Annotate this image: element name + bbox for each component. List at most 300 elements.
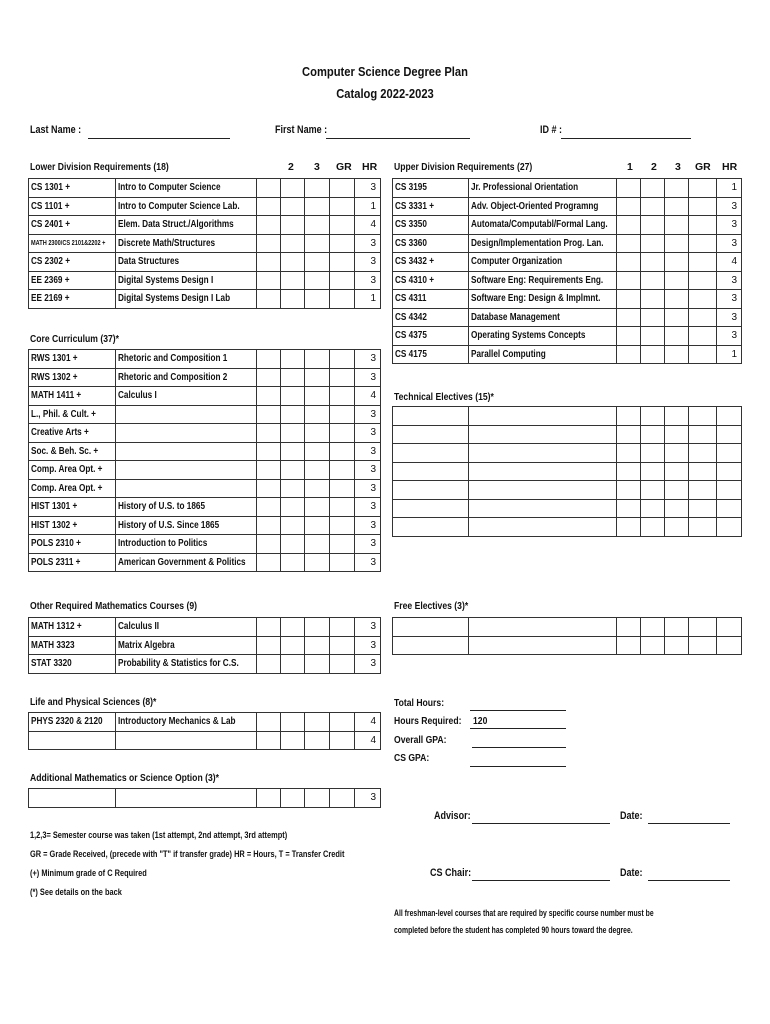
- cs-chair-signature-field[interactable]: [472, 880, 610, 881]
- attempt-3-cell[interactable]: [305, 479, 329, 498]
- grade-cell[interactable]: [688, 462, 716, 481]
- grade-cell[interactable]: [329, 424, 355, 443]
- advisor-date-field[interactable]: [648, 823, 730, 824]
- grade-cell[interactable]: [329, 405, 355, 424]
- hours-cell: 4: [716, 253, 741, 272]
- course-code-cell: RWS 1302 +: [29, 368, 116, 387]
- attempt-1-cell[interactable]: [256, 350, 280, 369]
- attempt-3-cell[interactable]: [305, 368, 329, 387]
- course-code-cell: EE 2169 +: [29, 290, 116, 309]
- course-row: [29, 271, 381, 290]
- course-row: [29, 655, 381, 674]
- attempt-1-cell[interactable]: [256, 405, 280, 424]
- attempt-3-cell[interactable]: [664, 271, 688, 290]
- course-row: [393, 481, 742, 500]
- grade-cell[interactable]: [688, 499, 716, 518]
- attempt-1-cell[interactable]: [256, 655, 280, 674]
- course-code-cell[interactable]: [393, 407, 469, 426]
- attempt-3-cell[interactable]: [305, 253, 329, 272]
- col-header-3: 3: [314, 161, 320, 173]
- course-title-cell: History of U.S. to 1865: [115, 498, 256, 517]
- attempt-1-cell[interactable]: [256, 713, 280, 732]
- grade-cell[interactable]: [329, 197, 355, 216]
- course-code-cell: CS 1101 +: [29, 197, 116, 216]
- grade-cell[interactable]: [688, 636, 716, 655]
- attempt-2-cell[interactable]: [640, 462, 664, 481]
- course-row: [393, 618, 742, 637]
- course-row: [393, 499, 742, 518]
- attempt-1-cell[interactable]: [256, 197, 280, 216]
- cs-gpa-field[interactable]: [470, 766, 566, 767]
- attempt-2-cell[interactable]: [281, 479, 305, 498]
- attempt-3-cell[interactable]: [305, 636, 329, 655]
- course-code-cell: RWS 1301 +: [29, 350, 116, 369]
- attempt-3-cell[interactable]: [664, 636, 688, 655]
- attempt-3-cell[interactable]: [664, 444, 688, 463]
- course-code-cell: L., Phil. & Cult. +: [29, 405, 116, 424]
- attempt-1-cell[interactable]: [256, 368, 280, 387]
- hours-cell: 3: [716, 271, 741, 290]
- course-code-cell: CS 4311: [393, 290, 469, 309]
- attempt-3-cell[interactable]: [305, 713, 329, 732]
- grade-cell[interactable]: [688, 290, 716, 309]
- attempt-3-cell[interactable]: [305, 179, 329, 198]
- attempt-2-cell[interactable]: [281, 618, 305, 637]
- attempt-1-cell[interactable]: [256, 461, 280, 480]
- id-field[interactable]: [561, 138, 691, 139]
- hours-cell: 3: [716, 327, 741, 346]
- course-code-cell: CS 2401 +: [29, 216, 116, 235]
- grade-cell[interactable]: [329, 350, 355, 369]
- attempt-3-cell[interactable]: [305, 405, 329, 424]
- grade-cell[interactable]: [688, 425, 716, 444]
- attempt-1-cell[interactable]: [616, 345, 640, 364]
- grade-cell[interactable]: [329, 535, 355, 554]
- course-title-cell: Data Structures: [115, 253, 256, 272]
- course-row: [29, 216, 381, 235]
- course-title-cell[interactable]: [115, 461, 256, 480]
- course-row: [29, 179, 381, 198]
- hours-cell: 3: [355, 271, 381, 290]
- grade-cell[interactable]: [688, 518, 716, 537]
- attempt-2-cell[interactable]: [281, 553, 305, 572]
- course-title-cell: Discrete Math/Structures: [115, 234, 256, 253]
- attempt-3-cell[interactable]: [664, 481, 688, 500]
- course-code-cell: POLS 2310 +: [29, 535, 116, 554]
- grade-cell[interactable]: [329, 234, 355, 253]
- attempt-2-cell[interactable]: [640, 345, 664, 364]
- attempt-1-cell[interactable]: [616, 327, 640, 346]
- attempt-1-cell[interactable]: [256, 535, 280, 554]
- col-header-2: 2: [288, 161, 294, 173]
- attempt-2-cell[interactable]: [640, 444, 664, 463]
- hours-cell: [716, 462, 741, 481]
- course-code-cell[interactable]: [393, 444, 469, 463]
- course-row: [393, 327, 742, 346]
- attempt-1-cell[interactable]: [256, 442, 280, 461]
- attempt-1-cell[interactable]: [256, 516, 280, 535]
- attempt-2-cell[interactable]: [281, 179, 305, 198]
- grade-cell[interactable]: [329, 618, 355, 637]
- course-code-cell[interactable]: [393, 425, 469, 444]
- attempt-3-cell[interactable]: [664, 618, 688, 637]
- attempt-3-cell[interactable]: [305, 498, 329, 517]
- attempt-2-cell[interactable]: [640, 481, 664, 500]
- attempt-2-cell[interactable]: [281, 731, 305, 750]
- hours-cell: 4: [355, 387, 381, 406]
- course-title-cell[interactable]: [469, 481, 616, 500]
- hours-cell: 3: [355, 234, 381, 253]
- course-title-cell[interactable]: [469, 462, 616, 481]
- grade-cell[interactable]: [688, 407, 716, 426]
- attempt-1-cell[interactable]: [256, 618, 280, 637]
- grade-cell[interactable]: [688, 618, 716, 637]
- course-code-cell[interactable]: [393, 518, 469, 537]
- attempt-2-cell[interactable]: [281, 424, 305, 443]
- attempt-3-cell[interactable]: [664, 499, 688, 518]
- attempt-2-cell[interactable]: [281, 234, 305, 253]
- attempt-1-cell[interactable]: [616, 271, 640, 290]
- course-code-cell[interactable]: [393, 618, 469, 637]
- attempt-2-cell[interactable]: [640, 216, 664, 235]
- attempt-1-cell[interactable]: [256, 731, 280, 750]
- course-code-cell: STAT 3320: [29, 655, 116, 674]
- hours-cell: 3: [716, 308, 741, 327]
- course-title-cell: Introduction to Politics: [115, 535, 256, 554]
- grade-cell[interactable]: [688, 444, 716, 463]
- grade-cell[interactable]: [329, 461, 355, 480]
- course-title-cell[interactable]: [115, 442, 256, 461]
- course-code-cell[interactable]: [29, 731, 116, 750]
- course-title-cell: Database Management: [469, 308, 616, 327]
- attempt-3-cell[interactable]: [664, 216, 688, 235]
- course-title-cell: Intro to Computer Science Lab.: [115, 197, 256, 216]
- grade-cell[interactable]: [688, 179, 716, 198]
- attempt-1-cell[interactable]: [256, 636, 280, 655]
- course-title-cell: Calculus II: [115, 618, 256, 637]
- attempt-2-cell[interactable]: [281, 655, 305, 674]
- attempt-3-cell[interactable]: [305, 197, 329, 216]
- course-row: [29, 234, 381, 253]
- attempt-1-cell[interactable]: [256, 553, 280, 572]
- grade-cell[interactable]: [329, 271, 355, 290]
- overall-gpa-field[interactable]: [472, 747, 566, 748]
- course-code-cell: CS 2302 +: [29, 253, 116, 272]
- grade-cell[interactable]: [329, 498, 355, 517]
- attempt-3-cell[interactable]: [664, 425, 688, 444]
- attempt-2-cell[interactable]: [281, 197, 305, 216]
- course-title-cell[interactable]: [115, 789, 256, 808]
- attempt-1-cell[interactable]: [256, 290, 280, 309]
- chair-date-field[interactable]: [648, 880, 730, 881]
- hours-cell: 3: [716, 197, 741, 216]
- hours-cell: [716, 481, 741, 500]
- attempt-1-cell[interactable]: [616, 618, 640, 637]
- course-row: [393, 444, 742, 463]
- grade-cell[interactable]: [688, 345, 716, 364]
- grade-cell[interactable]: [329, 655, 355, 674]
- attempt-2-cell[interactable]: [281, 461, 305, 480]
- attempt-3-cell[interactable]: [305, 234, 329, 253]
- course-title-cell[interactable]: [469, 425, 616, 444]
- attempt-1-cell[interactable]: [256, 216, 280, 235]
- attempt-3-cell[interactable]: [305, 290, 329, 309]
- course-row: [29, 731, 381, 750]
- course-title-cell: Matrix Algebra: [115, 636, 256, 655]
- attempt-1-cell[interactable]: [616, 518, 640, 537]
- attempt-1-cell[interactable]: [256, 179, 280, 198]
- attempt-1-cell[interactable]: [616, 197, 640, 216]
- total-hours-field[interactable]: [470, 710, 566, 711]
- attempt-1-cell[interactable]: [256, 424, 280, 443]
- hours-cell: 3: [355, 553, 381, 572]
- attempt-3-cell[interactable]: [305, 442, 329, 461]
- course-code-cell: CS 3331 +: [393, 197, 469, 216]
- attempt-2-cell[interactable]: [281, 368, 305, 387]
- attempt-3-cell[interactable]: [664, 407, 688, 426]
- attempt-1-cell[interactable]: [616, 462, 640, 481]
- grade-cell[interactable]: [329, 731, 355, 750]
- attempt-2-cell[interactable]: [640, 327, 664, 346]
- grade-cell[interactable]: [688, 327, 716, 346]
- attempt-1-cell[interactable]: [616, 308, 640, 327]
- attempt-2-cell[interactable]: [640, 407, 664, 426]
- attempt-2-cell[interactable]: [281, 713, 305, 732]
- advisor-signature-field[interactable]: [472, 823, 610, 824]
- attempt-2-cell[interactable]: [640, 179, 664, 198]
- course-code-cell: CS 4175: [393, 345, 469, 364]
- attempt-3-cell[interactable]: [305, 731, 329, 750]
- course-code-cell[interactable]: [393, 481, 469, 500]
- course-code-cell[interactable]: [393, 499, 469, 518]
- course-row: [393, 234, 742, 253]
- additional-math-heading: Additional Mathematics or Science Option (3)*: [30, 772, 219, 784]
- course-code-cell[interactable]: [393, 462, 469, 481]
- hours-required-value: 120: [473, 715, 488, 727]
- course-row: [29, 516, 381, 535]
- attempt-1-cell[interactable]: [616, 407, 640, 426]
- attempt-3-cell[interactable]: [305, 553, 329, 572]
- grade-cell[interactable]: [688, 197, 716, 216]
- attempt-2-cell[interactable]: [640, 636, 664, 655]
- lower-division-table: [28, 178, 381, 309]
- grade-cell[interactable]: [329, 553, 355, 572]
- course-row: [29, 405, 381, 424]
- attempt-3-cell[interactable]: [664, 253, 688, 272]
- course-row: [29, 424, 381, 443]
- attempt-1-cell[interactable]: [256, 234, 280, 253]
- attempt-1-cell[interactable]: [256, 498, 280, 517]
- grade-cell[interactable]: [688, 234, 716, 253]
- attempt-2-cell[interactable]: [640, 499, 664, 518]
- attempt-2-cell[interactable]: [281, 387, 305, 406]
- grade-cell[interactable]: [329, 387, 355, 406]
- course-title-cell[interactable]: [469, 444, 616, 463]
- course-code-cell[interactable]: [393, 636, 469, 655]
- course-title-cell[interactable]: [469, 407, 616, 426]
- attempt-3-cell[interactable]: [305, 387, 329, 406]
- attempt-1-cell[interactable]: [256, 271, 280, 290]
- attempt-3-cell[interactable]: [664, 290, 688, 309]
- grade-cell[interactable]: [688, 481, 716, 500]
- course-row: [29, 636, 381, 655]
- attempt-1-cell[interactable]: [616, 444, 640, 463]
- attempt-1-cell[interactable]: [256, 479, 280, 498]
- course-title-cell: Design/Implementation Prog. Lan.: [469, 234, 616, 253]
- attempt-2-cell[interactable]: [640, 234, 664, 253]
- attempt-2-cell[interactable]: [281, 535, 305, 554]
- grade-cell[interactable]: [688, 253, 716, 272]
- attempt-2-cell[interactable]: [640, 308, 664, 327]
- attempt-2-cell[interactable]: [640, 271, 664, 290]
- hours-cell: 3: [355, 516, 381, 535]
- attempt-2-cell[interactable]: [640, 425, 664, 444]
- attempt-3-cell[interactable]: [664, 197, 688, 216]
- attempt-3-cell[interactable]: [305, 516, 329, 535]
- attempt-3-cell[interactable]: [305, 461, 329, 480]
- attempt-3-cell[interactable]: [664, 327, 688, 346]
- attempt-3-cell[interactable]: [305, 271, 329, 290]
- hours-cell: 1: [716, 345, 741, 364]
- attempt-3-cell[interactable]: [664, 518, 688, 537]
- total-hours-label: Total Hours:: [394, 697, 445, 709]
- first-name-label: First Name :: [275, 124, 328, 136]
- page-title: Computer Science Degree Plan: [302, 64, 468, 79]
- course-title-cell: Elem. Data Struct./Algorithms: [115, 216, 256, 235]
- attempt-2-cell[interactable]: [640, 197, 664, 216]
- course-title-cell[interactable]: [115, 479, 256, 498]
- attempt-3-cell[interactable]: [305, 350, 329, 369]
- attempt-3-cell[interactable]: [664, 234, 688, 253]
- course-code-cell: Comp. Area Opt. +: [29, 461, 116, 480]
- attempt-1-cell[interactable]: [256, 789, 280, 808]
- last-name-field[interactable]: [88, 138, 230, 139]
- attempt-2-cell[interactable]: [281, 290, 305, 309]
- hours-cell: 3: [355, 636, 381, 655]
- attempt-1-cell[interactable]: [256, 387, 280, 406]
- grade-cell[interactable]: [688, 216, 716, 235]
- grade-cell[interactable]: [329, 713, 355, 732]
- grade-cell[interactable]: [688, 271, 716, 290]
- attempt-1-cell[interactable]: [616, 290, 640, 309]
- course-row: [393, 216, 742, 235]
- attempt-3-cell[interactable]: [664, 308, 688, 327]
- free-electives-table: [392, 617, 742, 655]
- course-code-cell: CS 3360: [393, 234, 469, 253]
- grade-cell[interactable]: [329, 290, 355, 309]
- course-title-cell[interactable]: [469, 499, 616, 518]
- attempt-1-cell[interactable]: [616, 425, 640, 444]
- course-title-cell[interactable]: [115, 405, 256, 424]
- course-row: [393, 636, 742, 655]
- course-row: [29, 618, 381, 637]
- course-code-cell: HIST 1302 +: [29, 516, 116, 535]
- attempt-1-cell[interactable]: [256, 253, 280, 272]
- attempt-1-cell[interactable]: [616, 481, 640, 500]
- grade-cell[interactable]: [329, 368, 355, 387]
- grade-cell[interactable]: [688, 308, 716, 327]
- attempt-3-cell[interactable]: [305, 789, 329, 808]
- grade-cell[interactable]: [329, 179, 355, 198]
- course-code-cell: CS 3195: [393, 179, 469, 198]
- attempt-3-cell[interactable]: [664, 345, 688, 364]
- attempt-2-cell[interactable]: [281, 516, 305, 535]
- grade-cell[interactable]: [329, 479, 355, 498]
- course-row: [29, 368, 381, 387]
- attempt-3-cell[interactable]: [305, 424, 329, 443]
- course-title-cell[interactable]: [115, 731, 256, 750]
- attempt-3-cell[interactable]: [664, 462, 688, 481]
- course-row: [393, 462, 742, 481]
- attempt-1-cell[interactable]: [616, 636, 640, 655]
- hours-cell: 3: [355, 535, 381, 554]
- freshman-note-line-1: All freshman-level courses that are required by specific course number must be: [394, 908, 654, 918]
- attempt-1-cell[interactable]: [616, 253, 640, 272]
- first-name-field[interactable]: [326, 138, 470, 139]
- attempt-2-cell[interactable]: [281, 271, 305, 290]
- course-title-cell[interactable]: [469, 636, 616, 655]
- course-title-cell: Rhetoric and Composition 2: [115, 368, 256, 387]
- grade-cell[interactable]: [329, 253, 355, 272]
- advisor-label: Advisor:: [434, 810, 471, 822]
- course-code-cell: Soc. & Beh. Sc. +: [29, 442, 116, 461]
- grade-cell[interactable]: [329, 216, 355, 235]
- attempt-2-cell[interactable]: [281, 253, 305, 272]
- grade-cell[interactable]: [329, 442, 355, 461]
- other-math-table: [28, 617, 381, 674]
- attempt-3-cell[interactable]: [305, 655, 329, 674]
- footnote-see-back: (*) See details on the back: [30, 887, 122, 898]
- attempt-1-cell[interactable]: [616, 234, 640, 253]
- col-header-hr: HR: [362, 161, 378, 173]
- attempt-3-cell[interactable]: [305, 618, 329, 637]
- attempt-3-cell[interactable]: [664, 179, 688, 198]
- course-title-cell[interactable]: [469, 518, 616, 537]
- attempt-2-cell[interactable]: [281, 216, 305, 235]
- attempt-1-cell[interactable]: [616, 499, 640, 518]
- grade-cell[interactable]: [329, 636, 355, 655]
- attempt-2-cell[interactable]: [640, 618, 664, 637]
- attempt-1-cell[interactable]: [616, 179, 640, 198]
- course-title-cell[interactable]: [115, 424, 256, 443]
- attempt-2-cell[interactable]: [281, 442, 305, 461]
- id-label: ID # :: [540, 124, 563, 136]
- course-code-cell[interactable]: [29, 789, 116, 808]
- attempt-2-cell[interactable]: [640, 290, 664, 309]
- course-title-cell[interactable]: [469, 618, 616, 637]
- grade-cell[interactable]: [329, 516, 355, 535]
- attempt-2-cell[interactable]: [281, 636, 305, 655]
- attempt-2-cell[interactable]: [281, 350, 305, 369]
- course-row: [393, 425, 742, 444]
- hours-cell: [716, 618, 741, 637]
- attempt-3-cell[interactable]: [305, 535, 329, 554]
- attempt-2-cell[interactable]: [640, 518, 664, 537]
- hours-cell: [716, 636, 741, 655]
- grade-cell[interactable]: [329, 789, 355, 808]
- attempt-2-cell[interactable]: [281, 789, 305, 808]
- attempt-2-cell[interactable]: [640, 253, 664, 272]
- hours-cell: 1: [716, 179, 741, 198]
- attempt-2-cell[interactable]: [281, 405, 305, 424]
- attempt-2-cell[interactable]: [281, 498, 305, 517]
- attempt-3-cell[interactable]: [305, 216, 329, 235]
- course-row: [29, 253, 381, 272]
- hours-cell: 3: [355, 368, 381, 387]
- course-title-cell: Introductory Mechanics & Lab: [115, 713, 256, 732]
- attempt-1-cell[interactable]: [616, 216, 640, 235]
- hours-cell: 3: [355, 424, 381, 443]
